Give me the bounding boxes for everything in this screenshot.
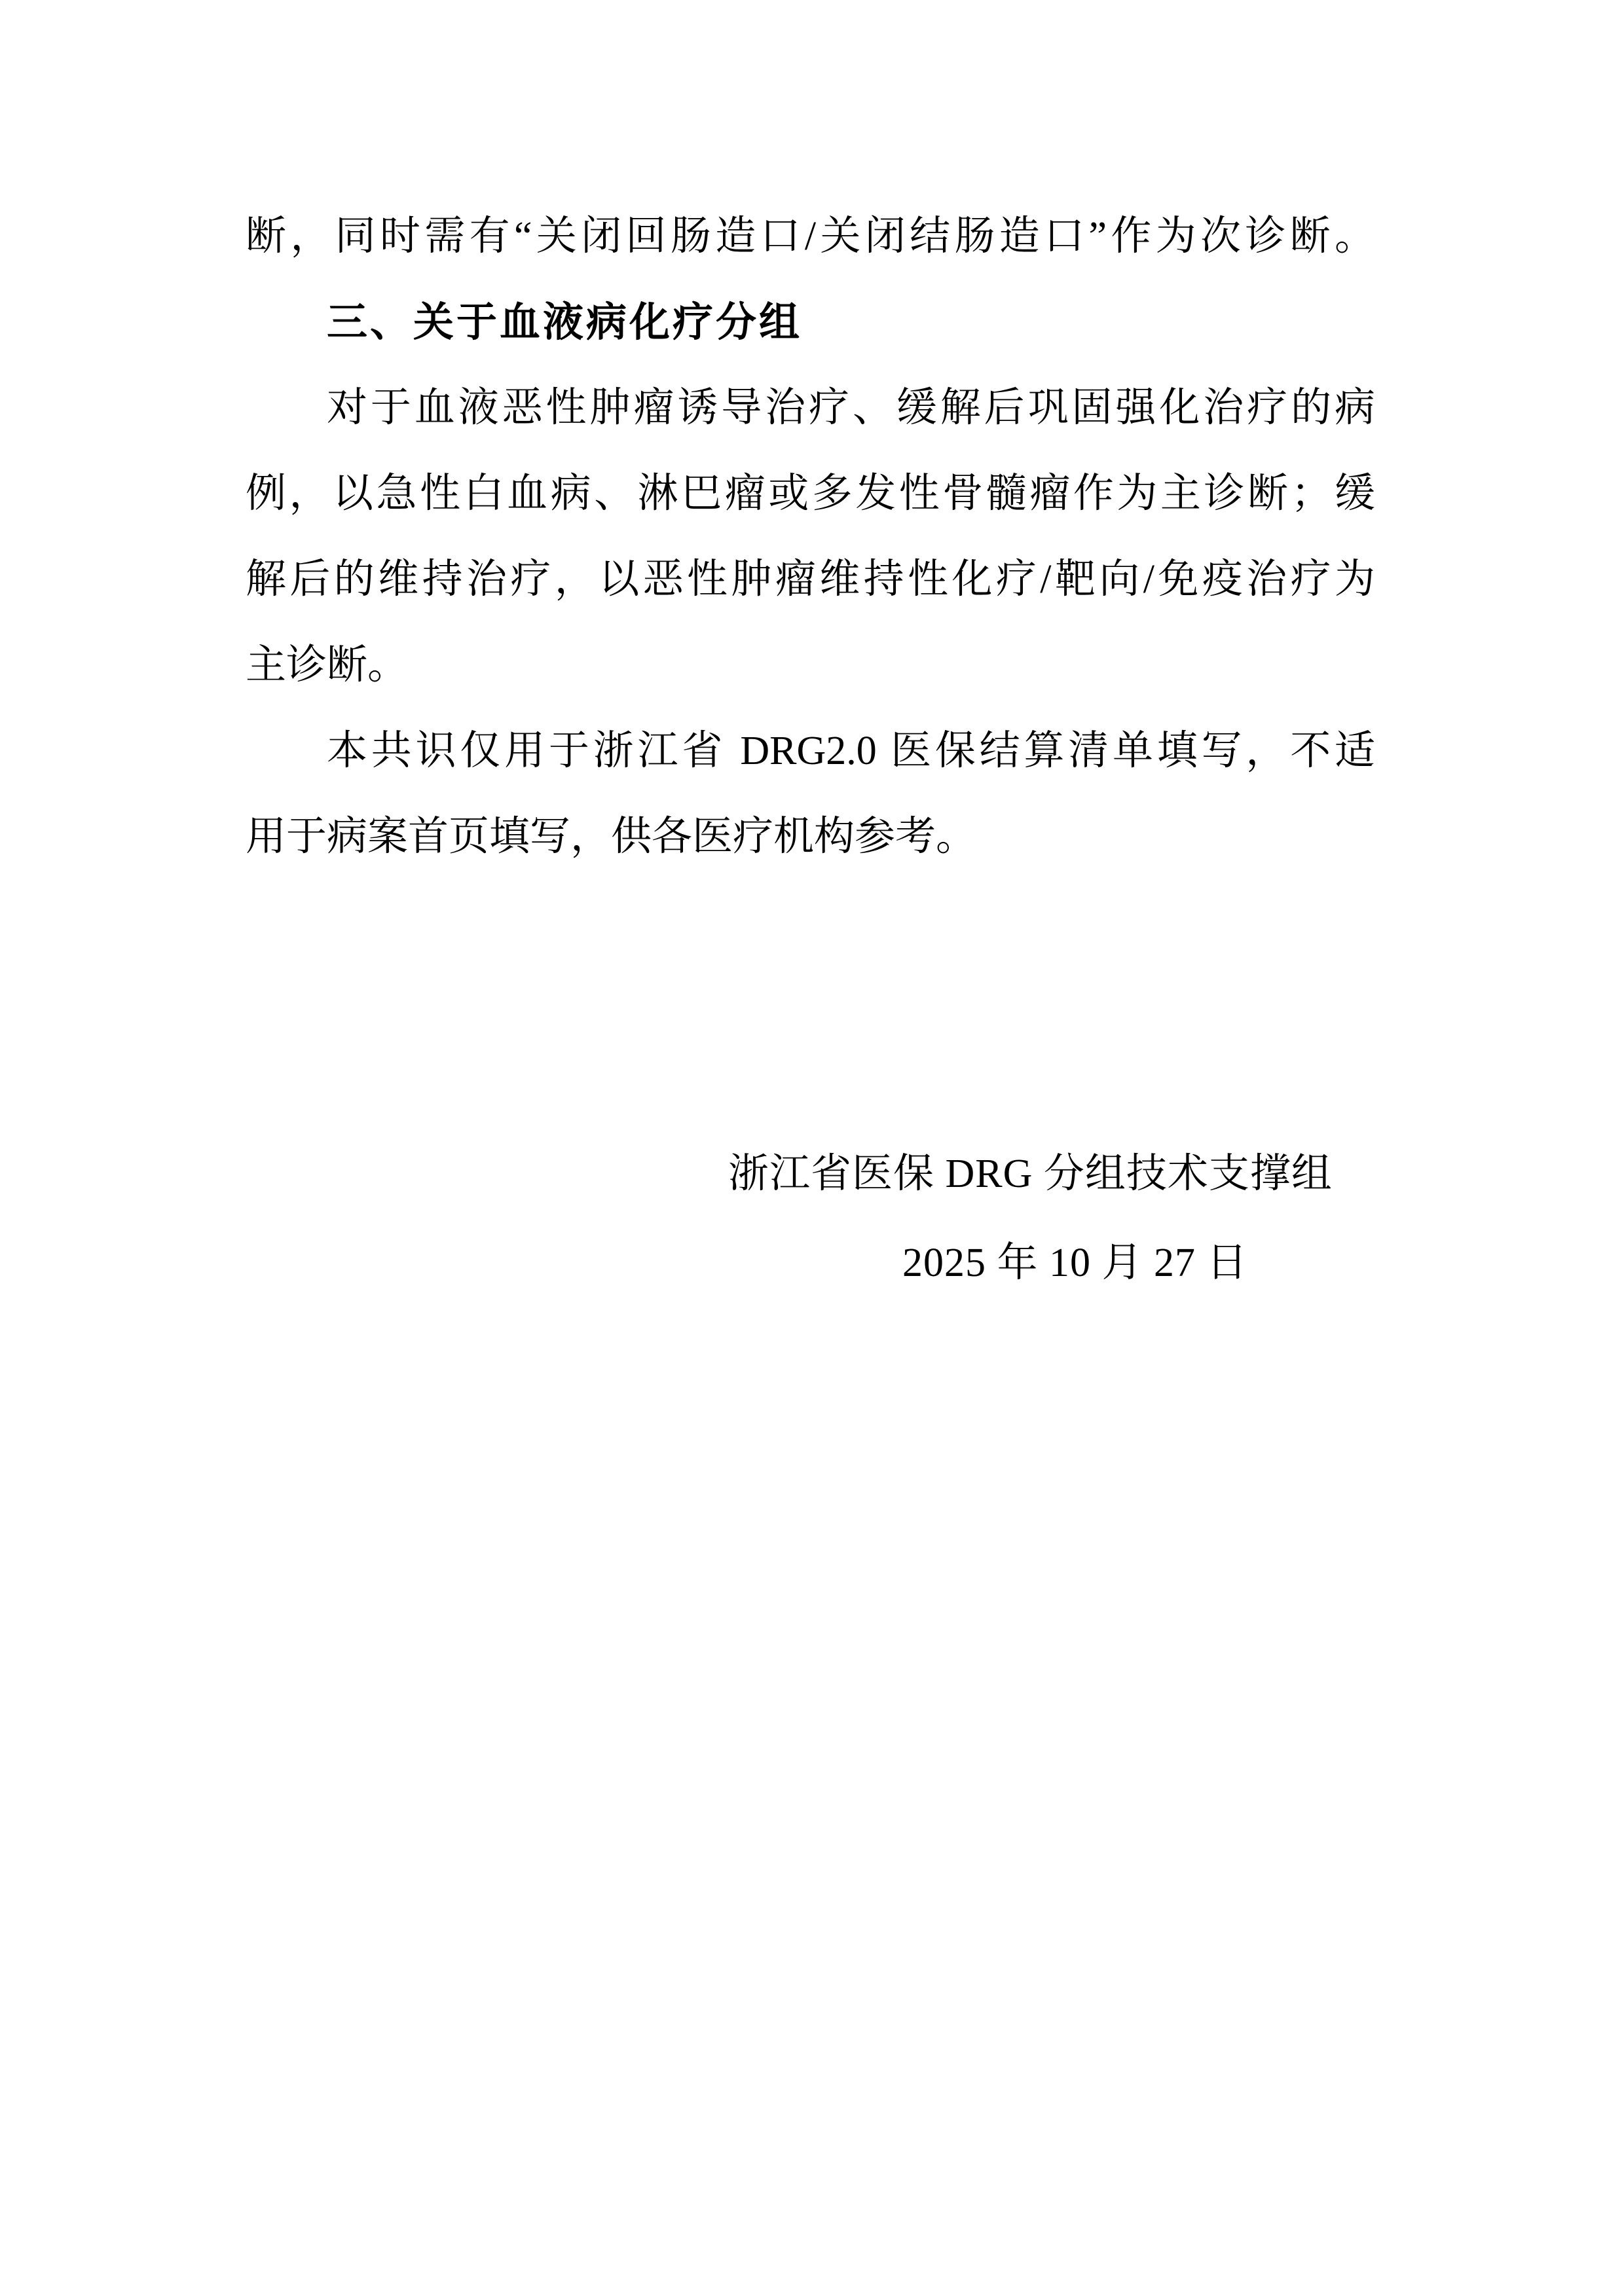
paragraph-line-3: 解后的维持治疗，以恶性肿瘤维持性化疗/靶向/免疫治疗为: [246, 557, 1375, 602]
paragraph-2-line-2: 用于病案首页填写，供各医疗机构参考。: [246, 814, 977, 859]
section-heading: 三、关于血液病化疗分组: [327, 300, 803, 345]
paragraph-line-1: 对于血液恶性肿瘤诱导治疗、缓解后巩固强化治疗的病: [327, 386, 1375, 430]
paragraph-line-4: 主诊断。: [246, 643, 409, 687]
continuation-line: 断，同时需有“关闭回肠造口/关闭结肠造口”作为次诊断。: [246, 214, 1375, 259]
signature-organization: 浙江省医保 DRG 分组技术支撑组: [728, 1152, 1333, 1196]
body-text-block: [246, 194, 1375, 880]
signature-date: 2025 年 10 月 27 日: [902, 1241, 1248, 1285]
paragraph-line-2: 例，以急性白血病、淋巴瘤或多发性骨髓瘤作为主诊断；缓: [246, 471, 1375, 516]
paragraph-2-line-1: 本共识仅用于浙江省 DRG2.0 医保结算清单填写，不适: [327, 729, 1375, 773]
